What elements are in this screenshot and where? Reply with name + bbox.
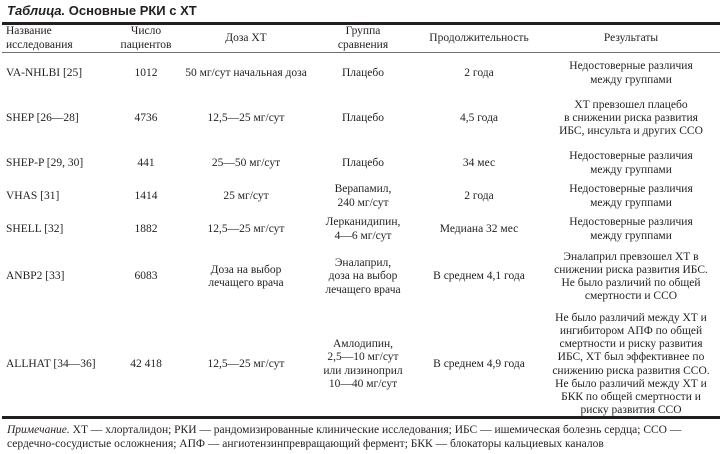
cell-comparison <box>310 90 416 147</box>
cell-dose <box>182 180 310 213</box>
cell-results <box>542 213 720 246</box>
cell-comparison <box>310 246 416 308</box>
caption-label: Таблица. <box>7 3 66 18</box>
cell-results <box>542 180 720 213</box>
cell-results <box>542 147 720 180</box>
header-line: Группа <box>345 25 381 38</box>
cell-patients: 4736 <box>134 111 158 124</box>
table-row <box>2 147 720 180</box>
cell-dose <box>182 90 310 147</box>
cell-line: 25—50 мг/сут <box>211 156 281 169</box>
cell-dose <box>182 246 310 308</box>
header-dose <box>182 25 310 52</box>
cell-study: SHEP [26—28] <box>6 111 79 124</box>
header-line: Доза ХТ <box>225 31 267 44</box>
cell-line: Плацебо <box>341 111 384 124</box>
cell-line: между группами <box>590 73 672 86</box>
cell-study: VHAS [31] <box>6 189 60 202</box>
cell-patients: 1882 <box>134 222 158 235</box>
cell-dose <box>182 147 310 180</box>
cell-comparison <box>310 213 416 246</box>
cell-dose <box>182 308 310 421</box>
cell-line: Эналаприл превзошел ХТ в <box>563 250 699 263</box>
cell-study: VA-NHLBI [25] <box>6 66 83 79</box>
cell-duration: 2 года <box>464 189 494 202</box>
cell-line: между группами <box>590 163 672 176</box>
cell-line: Эналаприл, <box>334 257 392 270</box>
cell-results <box>542 246 720 308</box>
cell-line: доза на выбор <box>328 270 398 283</box>
cell-line: Верапамил, <box>334 183 392 196</box>
header-results <box>542 25 720 52</box>
cell-line: Недостоверные различия <box>569 216 693 229</box>
cell-line: Плацебо <box>341 156 384 169</box>
cell-line: лечащего врача <box>325 283 401 296</box>
cell-patients: 441 <box>137 156 155 169</box>
rct-table <box>2 25 720 421</box>
cell-patients: 1414 <box>134 189 158 202</box>
cell-line: 12,5—25 мг/сут <box>207 222 285 235</box>
cell-patients: 42 418 <box>130 357 162 370</box>
cell-duration: В среднем 4,1 года <box>433 270 525 283</box>
cell-line: 2,5—10 мг/сут <box>327 351 399 364</box>
cell-study: ALLHAT [34—36] <box>6 357 96 370</box>
table-row <box>2 246 720 308</box>
header-line: исследования <box>6 38 73 51</box>
cell-duration: Медиана 32 мес <box>439 222 519 235</box>
cell-line: 4—6 мг/сут <box>334 229 392 242</box>
footnote-label: Примечание. <box>7 424 70 436</box>
cell-line: смертности и ССО <box>584 290 678 303</box>
table-row <box>2 180 720 213</box>
cell-duration: В среднем 4,9 года <box>433 357 525 370</box>
cell-line: Не было различий между ХТ и <box>555 311 707 324</box>
header-line: Продолжительность <box>429 31 529 44</box>
cell-line: между группами <box>590 229 672 242</box>
cell-line: Недостоверные различия <box>569 60 693 73</box>
header-study-name <box>2 25 110 52</box>
table-caption <box>7 3 197 18</box>
cell-line: 240 мг/сут <box>337 196 389 209</box>
cell-line: Плацебо <box>341 66 384 79</box>
cell-line: 12,5—25 мг/сут <box>207 111 285 124</box>
cell-line: 10—40 мг/сут <box>328 377 398 390</box>
cell-line: Амлодипин, <box>332 338 394 351</box>
cell-comparison <box>310 57 416 90</box>
cell-line: Не было различий между ХТ и <box>555 377 707 390</box>
table-footnote <box>7 423 719 451</box>
cell-line: ИБС, ХТ был эффективнее по <box>557 351 705 364</box>
cell-line: Доза на выбор <box>210 263 282 276</box>
cell-study: ANBP2 [33] <box>6 270 65 283</box>
cell-study: SHELL [32] <box>6 222 64 235</box>
cell-results <box>542 308 720 421</box>
cell-line: риску развития ССО <box>580 404 682 417</box>
cell-comparison <box>310 308 416 421</box>
cell-results <box>542 57 720 90</box>
cell-line: снижении риска развития ИБС. <box>554 263 708 276</box>
cell-line: смертности и риску развития <box>559 338 703 351</box>
cell-comparison <box>310 180 416 213</box>
cell-line: или лизиноприл <box>323 364 403 377</box>
cell-line: Лерканидипин, <box>325 216 401 229</box>
table-row <box>2 90 720 147</box>
cell-line: снижению риска развития ССО. <box>552 364 710 377</box>
table-row <box>2 57 720 90</box>
cell-line: Недостоверные различия <box>569 150 693 163</box>
cell-line: 12,5—25 мг/сут <box>207 357 285 370</box>
header-patients <box>110 25 182 52</box>
cell-study: SHEP-P [29, 30] <box>6 156 84 169</box>
cell-results <box>542 90 720 147</box>
header-line: Название <box>6 25 52 38</box>
cell-line: ингибитором АПФ по общей <box>559 324 703 337</box>
cell-dose <box>182 213 310 246</box>
table-row <box>2 308 720 421</box>
cell-line: Не было различий по общей <box>561 277 701 289</box>
cell-line: БКК по общей смертности и <box>561 390 701 403</box>
header-line: Число <box>130 25 162 38</box>
cell-duration: 4,5 года <box>459 111 499 124</box>
cell-line: 50 мг/сут начальная доза <box>185 66 307 79</box>
table-row <box>2 213 720 246</box>
cell-line: лечащего врача <box>208 277 284 289</box>
cell-line: ИБС, инсульта и других ССО <box>559 125 703 138</box>
cell-line: Недостоверные различия <box>569 183 693 196</box>
footnote-text: ХТ — хлорталидон; РКИ — рандомизированные клинические исследования; ИБС — ишемическая болезнь сердца; ССО — сердечно-сосудистые осложнения; АПФ — ангиотензинпревращающий фермент; БКК — блокаторы кальциевых каналов <box>7 424 682 450</box>
cell-line: между группами <box>590 196 672 209</box>
cell-patients: 6083 <box>134 270 158 283</box>
table-header-row <box>2 25 720 52</box>
header-line: Результаты <box>603 31 659 44</box>
header-duration <box>416 25 542 52</box>
cell-line: в снижении риска развития <box>564 111 698 124</box>
header-line: пациентов <box>120 38 172 51</box>
cell-dose <box>182 57 310 90</box>
cell-line: ХТ превзошел плацебо <box>574 98 688 111</box>
cell-patients: 1012 <box>134 66 158 79</box>
cell-line: 25 мг/сут <box>223 189 269 202</box>
header-line: сравнения <box>337 38 389 51</box>
header-comparison <box>310 25 416 52</box>
caption-text: Основные РКИ с ХТ <box>65 3 197 18</box>
cell-duration: 2 года <box>464 66 494 79</box>
cell-comparison <box>310 147 416 180</box>
cell-duration: 34 мес <box>462 156 496 169</box>
